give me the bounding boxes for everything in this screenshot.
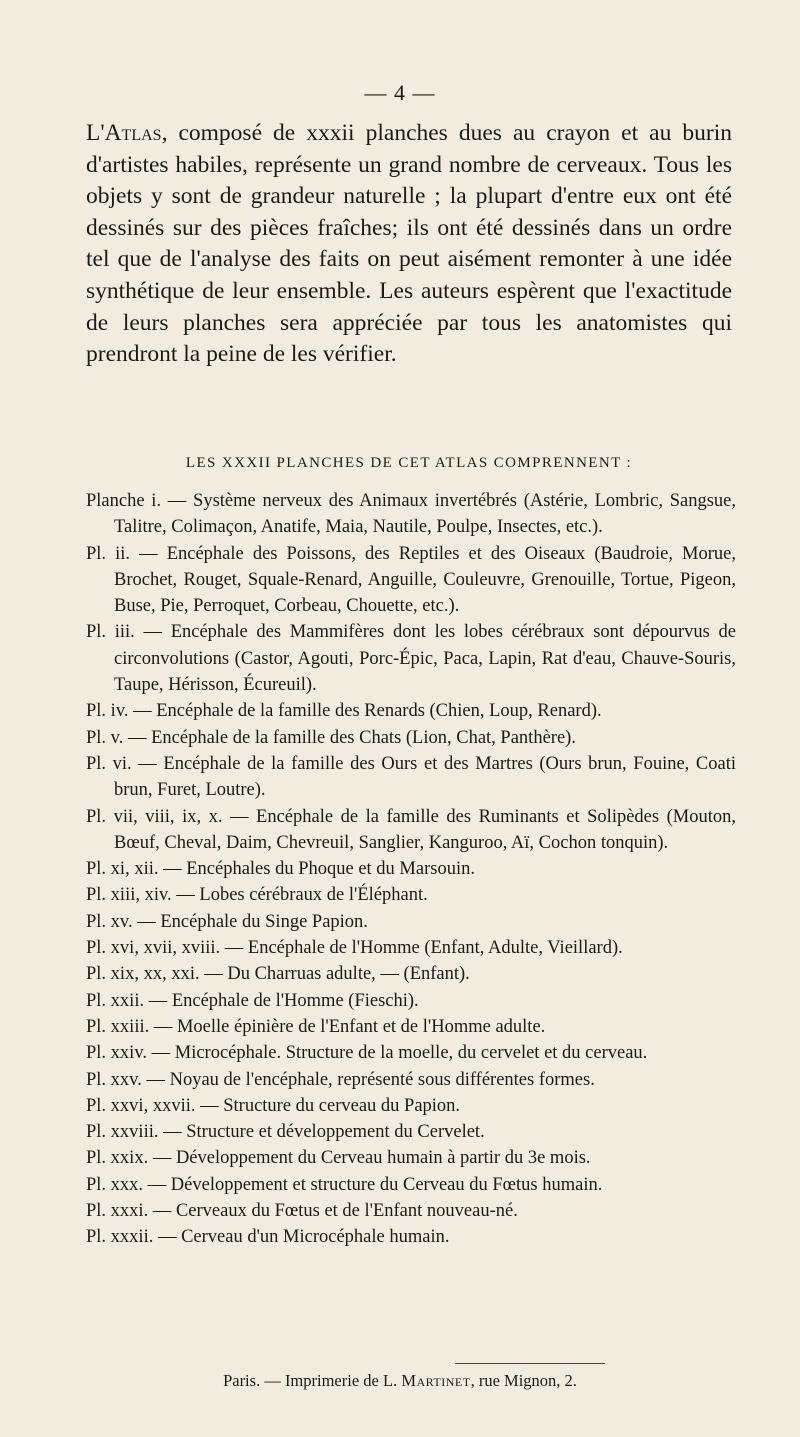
plate-entry: Pl. xxx. — Développement et structure du Cerveau du Fœtus humain. bbox=[86, 1174, 603, 1195]
footer-text-after: , rue Mignon, 2. bbox=[470, 1371, 577, 1390]
plate-entry: Pl. xix, xx, xxi. — Du Charruas adulte, — (Enfant). bbox=[86, 964, 470, 985]
plate-entry: Pl. iii. — Encéphale des Mammifères dont les lobes cérébraux sont dépourvus de circonvolutions (Castor, Agouti, Porc-Épic, Paca, Lapin, Rat d'eau, Chauve-Souris, Taupe, Hérisson, Écureuil). bbox=[86, 622, 736, 696]
plate-entry: Pl. xxxi. — Cerveaux du Fœtus et de l'Enfant nouveau-né. bbox=[86, 1201, 518, 1222]
atlas-word: L'Atlas bbox=[86, 120, 162, 146]
plate-entry: Pl. vi. — Encéphale de la famille des Ours et des Martres (Ours brun, Fouine, Coati brun, Furet, Loutre). bbox=[86, 753, 736, 801]
plate-entry: Pl. iv. — Encéphale de la famille des Renards (Chien, Loup, Renard). bbox=[86, 701, 602, 722]
intro-text: , composé de xxxii planches dues au crayon et au burin d'artistes habiles, représente un grand nombre de cerveaux. Tous les objets y sont de grandeur naturelle ; la plupart d'entre eux ont été dessinés sur des pièces fraîches; ils ont été dessinés dans un ordre tel que de l'analyse des faits on peut aisément remonter à une idée synthétique de leur ensemble. Les auteurs espèrent que l'exactitude de leurs planches sera appréciée par tous les anatomistes qui prendront la peine de les vérifier. bbox=[86, 120, 732, 368]
plate-entry: Pl. ii. — Encéphale des Poissons, des Reptiles et des Oiseaux (Baudroie, Morue, Brochet, Rouget, Squale-Renard, Anguille, Couleuvre, Grenouille, Tortue, Pigeon, Buse, Pie, Perroquet, Corbeau, Chouette, etc.). bbox=[86, 543, 736, 617]
footer-rule bbox=[455, 1363, 605, 1364]
plate-entry: Pl. xxviii. — Structure et développement du Cervelet. bbox=[86, 1122, 485, 1143]
plate-entry: Pl. xv. — Encéphale du Singe Papion. bbox=[86, 911, 368, 932]
printer-footer bbox=[0, 1371, 800, 1391]
plate-entry: Pl. xiii, xiv. — Lobes cérébraux de l'Éléphant. bbox=[86, 885, 428, 906]
plate-entry: Pl. xxiii. — Moelle épinière de l'Enfant et de l'Homme adulte. bbox=[86, 1016, 546, 1037]
plate-entry: Pl. xxv. — Noyau de l'encéphale, représenté sous différentes formes. bbox=[86, 1069, 595, 1090]
plate-entry: Planche i. — Système nerveux des Animaux invertébrés (Astérie, Lombric, Sangsue, Talitre, Colimaçon, Anatife, Maia, Nautile, Poulpe, Insectes, etc.). bbox=[86, 491, 736, 538]
plates-heading: LES XXXII PLANCHES DE CET ATLAS COMPRENNENT : bbox=[185, 455, 633, 471]
footer-printer-name: Martinet bbox=[401, 1371, 471, 1390]
plate-entry: Pl. xxxii. — Cerveau d'un Microcéphale humain. bbox=[86, 1227, 450, 1248]
plate-entry: Pl. xxiv. — Microcéphale. Structure de la moelle, du cervelet et du cerveau. bbox=[86, 1043, 648, 1064]
plate-entry: Pl. xvi, xvii, xviii. — Encéphale de l'Homme (Enfant, Adulte, Vieillard). bbox=[86, 938, 623, 959]
page-number: — 4 — bbox=[364, 80, 436, 105]
footer-text-before: Paris. — Imprimerie de L. bbox=[223, 1371, 402, 1390]
plate-entry: Pl. v. — Encéphale de la famille des Chats (Lion, Chat, Panthère). bbox=[86, 727, 576, 748]
plates-list bbox=[86, 488, 736, 1251]
intro-paragraph bbox=[86, 118, 732, 371]
plate-entry: Pl. xxix. — Développement du Cerveau humain à partir du 3e mois. bbox=[86, 1148, 591, 1169]
plate-entry: Pl. xxii. — Encéphale de l'Homme (Fieschi). bbox=[86, 990, 419, 1011]
plate-entry: Pl. xi, xii. — Encéphales du Phoque et du Marsouin. bbox=[86, 859, 475, 880]
plate-entry: Pl. vii, viii, ix, x. — Encéphale de la famille des Ruminants et Solipèdes (Mouton, Bœuf, Cheval, Daim, Chevreuil, Sanglier, Kanguroo, Aï, Cochon tonquin). bbox=[86, 806, 736, 853]
plate-entry: Pl. xxvi, xxvii. — Structure du cerveau du Papion. bbox=[86, 1095, 461, 1116]
